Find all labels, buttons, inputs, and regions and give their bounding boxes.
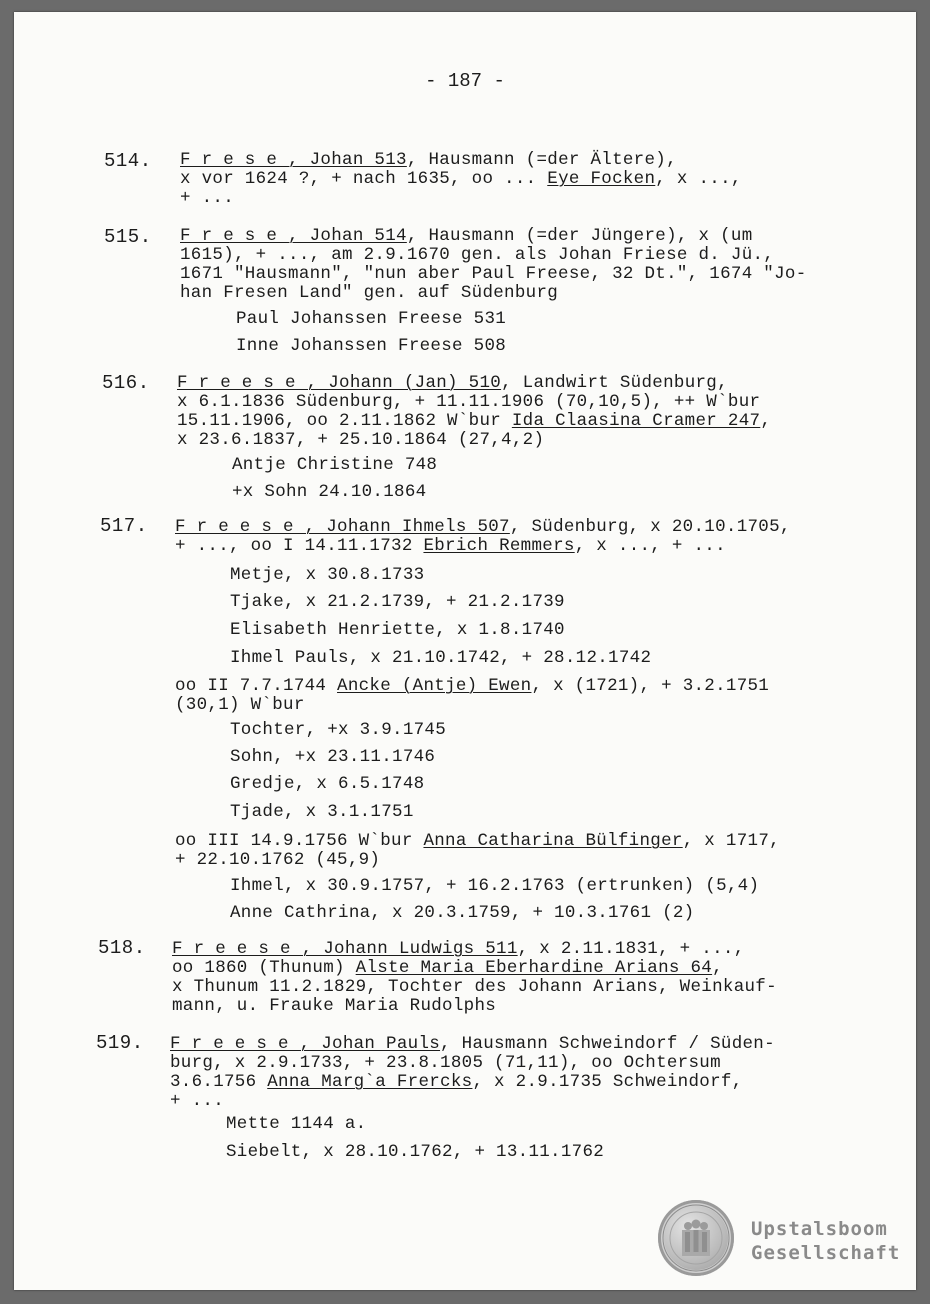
marriage-line: (30,1) W`bur bbox=[175, 695, 305, 715]
child-line: Tjade, x 3.1.1751 bbox=[230, 802, 414, 822]
spouse-name: Ebrich Remmers bbox=[423, 536, 575, 556]
entry-line bbox=[175, 537, 726, 555]
entry-text: , Hausmann (=der Jüngere), x (um bbox=[406, 226, 753, 246]
entry-text: , x ..., + ... bbox=[574, 536, 726, 556]
entry-text: , Landwirt Südenburg, bbox=[501, 373, 728, 393]
entry-line bbox=[172, 959, 723, 977]
entry-text: , x 2.11.1831, + ..., bbox=[517, 939, 745, 959]
entry-line bbox=[172, 940, 745, 958]
document-page bbox=[14, 12, 916, 1290]
child-line: Tochter, +x 3.9.1745 bbox=[230, 720, 447, 740]
entry-text: 3.6.1756 bbox=[170, 1072, 268, 1092]
entry-text: , bbox=[760, 411, 772, 431]
entry-number: 515. bbox=[104, 226, 152, 248]
spouse-name: Anna Catharina Bülfinger bbox=[423, 831, 683, 851]
entry-line: burg, x 2.9.1733, + 23.8.1805 (71,11), oo Ochtersum bbox=[170, 1053, 721, 1073]
entry-text: + ..., oo I 14.11.1732 bbox=[175, 536, 424, 556]
child-line: Inne Johanssen Freese 508 bbox=[236, 336, 507, 356]
person-name: F r e e s e , Johann (Jan) 510 bbox=[177, 373, 502, 393]
spouse-name: Alste Maria Eberhardine Arians 64 bbox=[355, 958, 713, 978]
entry-text: , bbox=[712, 958, 723, 978]
society-logo-text bbox=[751, 1217, 900, 1265]
marriage-line bbox=[175, 832, 780, 850]
entry-line: x Thunum 11.2.1829, Tochter des Johann Arians, Weinkauf- bbox=[172, 977, 777, 997]
child-line: Ihmel, x 30.9.1757, + 16.2.1763 (ertrunken) (5,4) bbox=[230, 876, 760, 896]
entry-line: 1671 "Hausmann", "nun aber Paul Freese, 32 Dt.", 1674 "Jo- bbox=[180, 264, 807, 284]
entry-line bbox=[170, 1035, 775, 1053]
entry-line bbox=[177, 412, 771, 430]
entry-text: , Hausmann (=der Ältere), bbox=[406, 150, 677, 170]
entry-line: x 23.6.1837, + 25.10.1864 (27,4,2) bbox=[177, 430, 545, 450]
child-line: Paul Johanssen Freese 531 bbox=[236, 309, 507, 329]
marriage-line bbox=[175, 677, 769, 695]
child-line: Tjake, x 21.2.1739, + 21.2.1739 bbox=[230, 592, 565, 612]
child-line: Elisabeth Henriette, x 1.8.1740 bbox=[230, 620, 565, 640]
entry-text: oo III 14.9.1756 W`bur bbox=[175, 831, 424, 851]
entry-number: 519. bbox=[96, 1032, 144, 1054]
child-line: Ihmel Pauls, x 21.10.1742, + 28.12.1742 bbox=[230, 648, 652, 668]
child-line: Anne Cathrina, x 20.3.1759, + 10.3.1761 (2) bbox=[230, 903, 695, 923]
child-line: +x Sohn 24.10.1864 bbox=[232, 482, 427, 502]
child-line: Metje, x 30.8.1733 bbox=[230, 565, 425, 585]
entry-line bbox=[180, 227, 753, 245]
entry-text: oo II 7.7.1744 bbox=[175, 676, 338, 696]
entry-line: x 6.1.1836 Südenburg, + 11.11.1906 (70,10,5), ++ W`bur bbox=[177, 392, 761, 412]
entry-text: x vor 1624 ?, + nach 1635, oo ... bbox=[180, 169, 548, 189]
entry-number: 517. bbox=[100, 515, 148, 537]
spouse-name: Ida Claasina Cramer 247 bbox=[511, 411, 761, 431]
entry-line bbox=[175, 518, 791, 536]
entry-number: 516. bbox=[102, 372, 150, 394]
entry-line bbox=[177, 374, 728, 392]
entry-text: , x 1717, bbox=[682, 831, 780, 851]
entry-text: , Hausmann Schweindorf / Süden- bbox=[440, 1034, 775, 1054]
entry-line: + ... bbox=[170, 1091, 225, 1111]
child-line: Mette 1144 a. bbox=[226, 1114, 367, 1134]
spouse-name: Eye Focken bbox=[547, 169, 656, 189]
page-number: - 187 - bbox=[425, 70, 505, 92]
person-name: F r e e s e , Johann Ihmels 507 bbox=[175, 517, 510, 537]
person-name: F r e s e , Johan 514 bbox=[180, 226, 407, 246]
logo-line: Upstalsboom bbox=[751, 1218, 888, 1240]
seal-icon bbox=[658, 1200, 734, 1276]
child-line: Gredje, x 6.5.1748 bbox=[230, 774, 425, 794]
entry-line bbox=[180, 151, 677, 169]
entry-text: oo 1860 (Thunum) bbox=[172, 958, 356, 978]
entry-text: , x (1721), + 3.2.1751 bbox=[531, 676, 770, 696]
entry-line: mann, u. Frauke Maria Rudolphs bbox=[172, 996, 497, 1016]
entry-number: 518. bbox=[98, 937, 146, 959]
person-name: F r e e s e , Johan Pauls bbox=[170, 1034, 441, 1054]
entry-text: , x ..., bbox=[655, 169, 742, 189]
entry-number: 514. bbox=[104, 150, 152, 172]
entry-line bbox=[180, 170, 742, 188]
person-name: F r e e s e , Johann Ludwigs 511 bbox=[172, 939, 518, 959]
entry-text: 15.11.1906, oo 2.11.1862 W`bur bbox=[177, 411, 512, 431]
entry-line: han Fresen Land" gen. auf Südenburg bbox=[180, 283, 559, 303]
child-line: Sohn, +x 23.11.1746 bbox=[230, 747, 436, 767]
spouse-name: Anna Marg`a Frercks bbox=[267, 1072, 473, 1092]
entry-line bbox=[170, 1073, 743, 1091]
marriage-line: + 22.10.1762 (45,9) bbox=[175, 850, 381, 870]
person-name: F r e s e , Johan 513 bbox=[180, 150, 407, 170]
logo-line: Gesellschaft bbox=[751, 1242, 901, 1264]
entry-line: + ... bbox=[180, 188, 235, 208]
spouse-name: Ancke (Antje) Ewen bbox=[337, 676, 532, 696]
entry-text: , Südenburg, x 20.10.1705, bbox=[509, 517, 791, 537]
child-line: Siebelt, x 28.10.1762, + 13.11.1762 bbox=[226, 1142, 605, 1162]
child-line: Antje Christine 748 bbox=[232, 455, 438, 475]
entry-line: 1615), + ..., am 2.9.1670 gen. als Johan Friese d. Jü., bbox=[180, 245, 775, 265]
entry-text: , x 2.9.1735 Schweindorf, bbox=[472, 1072, 743, 1092]
